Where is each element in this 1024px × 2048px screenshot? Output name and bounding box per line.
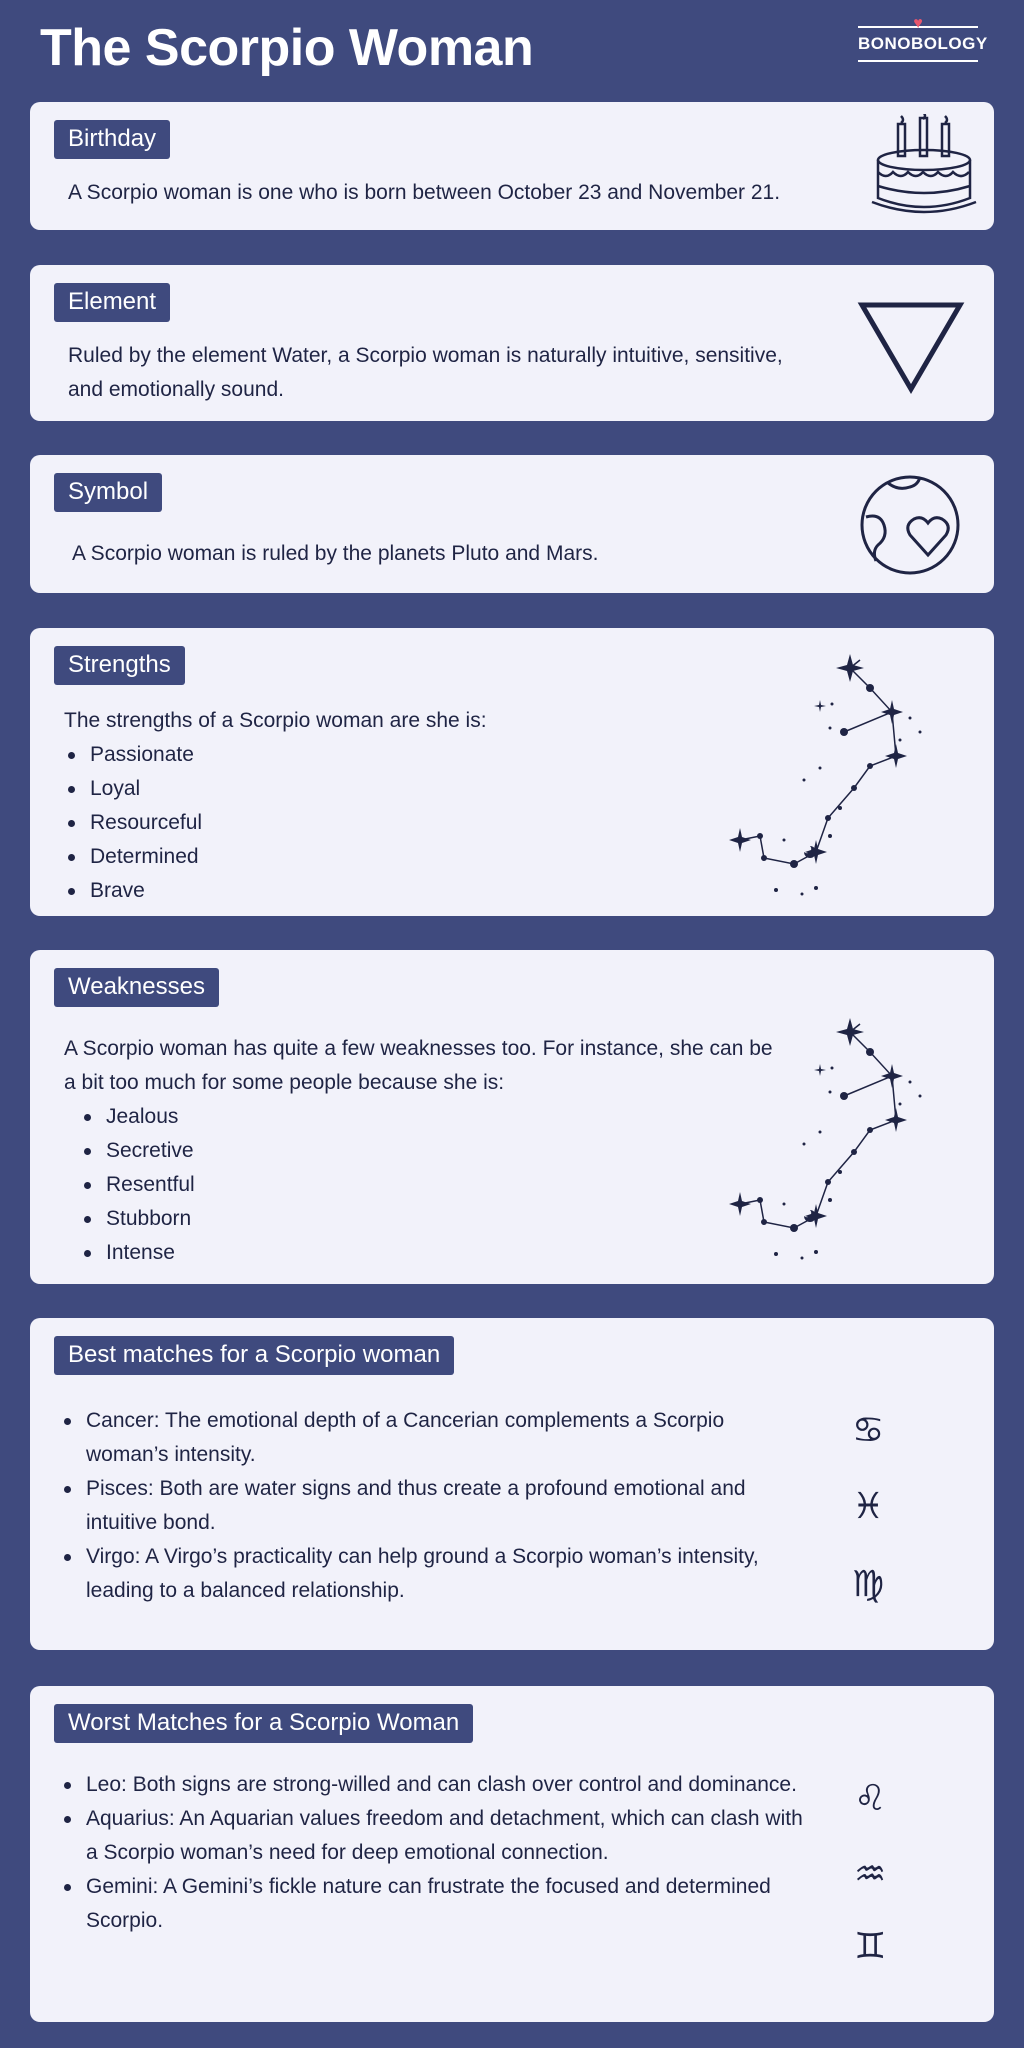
list-item: Determined: [64, 840, 202, 874]
list-item: Gemini: A Gemini’s fickle nature can frustrate the focused and determined Scorpio.: [60, 1870, 820, 1938]
list-item: Secretive: [80, 1134, 195, 1168]
birthday-card: [30, 102, 994, 230]
list-item: Leo: Both signs are strong-willed and can clash over control and dominance.: [60, 1768, 820, 1802]
pisces-sign-icon: ♓: [852, 1486, 885, 1527]
worst-matches-list: [60, 1768, 820, 1938]
strengths-label: Strengths: [54, 646, 185, 685]
best-matches-list: [60, 1404, 780, 1608]
brand-name: BONOBOLOGY: [858, 34, 988, 53]
list-item: Pisces: Both are water signs and thus create a profound emotional and intuitive bond.: [60, 1472, 780, 1540]
list-item: Aquarius: An Aquarian values freedom and detachment, which can clash with a Scorpio woman’s need for deep emotional connection.: [60, 1802, 820, 1870]
list-item: Loyal: [64, 772, 202, 806]
best-matches-card: [30, 1318, 994, 1650]
list-item: Brave: [64, 874, 202, 908]
symbol-label: Symbol: [54, 473, 162, 512]
birthday-text: A Scorpio woman is one who is born between October 23 and November 21.: [68, 181, 781, 204]
worst-matches-card: [30, 1686, 994, 2022]
cancer-sign-icon: ♋: [852, 1410, 885, 1451]
worst-matches-label: Worst Matches for a Scorpio Woman: [54, 1704, 473, 1743]
weaknesses-list: [80, 1100, 195, 1270]
element-card: [30, 265, 994, 421]
planet-heart-icon: [858, 473, 962, 577]
scorpio-constellation-icon: [720, 640, 980, 900]
list-item: Stubborn: [80, 1202, 195, 1236]
list-item: Resourceful: [64, 806, 202, 840]
weaknesses-intro: A Scorpio woman has quite a few weaknesses too. For instance, she can be a bit too much for some people because she is:: [64, 1037, 773, 1094]
water-triangle-icon: [856, 299, 966, 395]
scorpio-constellation-icon: [720, 1004, 980, 1264]
heart-icon: ♥: [913, 15, 923, 32]
aquarius-sign-icon: ♒: [854, 1854, 887, 1895]
element-text: Ruled by the element Water, a Scorpio woman is naturally intuitive, sensitive, and emotionally sound.: [68, 344, 783, 401]
gemini-sign-icon: ♊: [854, 1926, 887, 1967]
weaknesses-card: [30, 950, 994, 1284]
element-label: Element: [54, 283, 170, 322]
list-item: Cancer: The emotional depth of a Cancerian complements a Scorpio woman’s intensity.: [60, 1404, 780, 1472]
strengths-intro: The strengths of a Scorpio woman are she is:: [64, 709, 487, 732]
virgo-sign-icon: ♍: [852, 1564, 885, 1605]
list-item: Resentful: [80, 1168, 195, 1202]
symbol-text: A Scorpio woman is ruled by the planets Pluto and Mars.: [72, 542, 599, 565]
list-item: Intense: [80, 1236, 195, 1270]
strengths-list: [64, 738, 202, 908]
leo-sign-icon: ♌: [854, 1778, 887, 1819]
symbol-card: [30, 455, 994, 593]
weaknesses-label: Weaknesses: [54, 968, 219, 1007]
list-item: Passionate: [64, 738, 202, 772]
brand-logo: [858, 15, 988, 68]
page-title: The Scorpio Woman: [40, 19, 534, 77]
list-item: Virgo: A Virgo’s practicality can help ground a Scorpio woman’s intensity, leading to a balanced relationship.: [60, 1540, 780, 1608]
birthday-label: Birthday: [54, 120, 170, 159]
strengths-card: [30, 628, 994, 916]
cake-icon: [868, 114, 980, 218]
best-matches-label: Best matches for a Scorpio woman: [54, 1336, 454, 1375]
list-item: Jealous: [80, 1100, 195, 1134]
